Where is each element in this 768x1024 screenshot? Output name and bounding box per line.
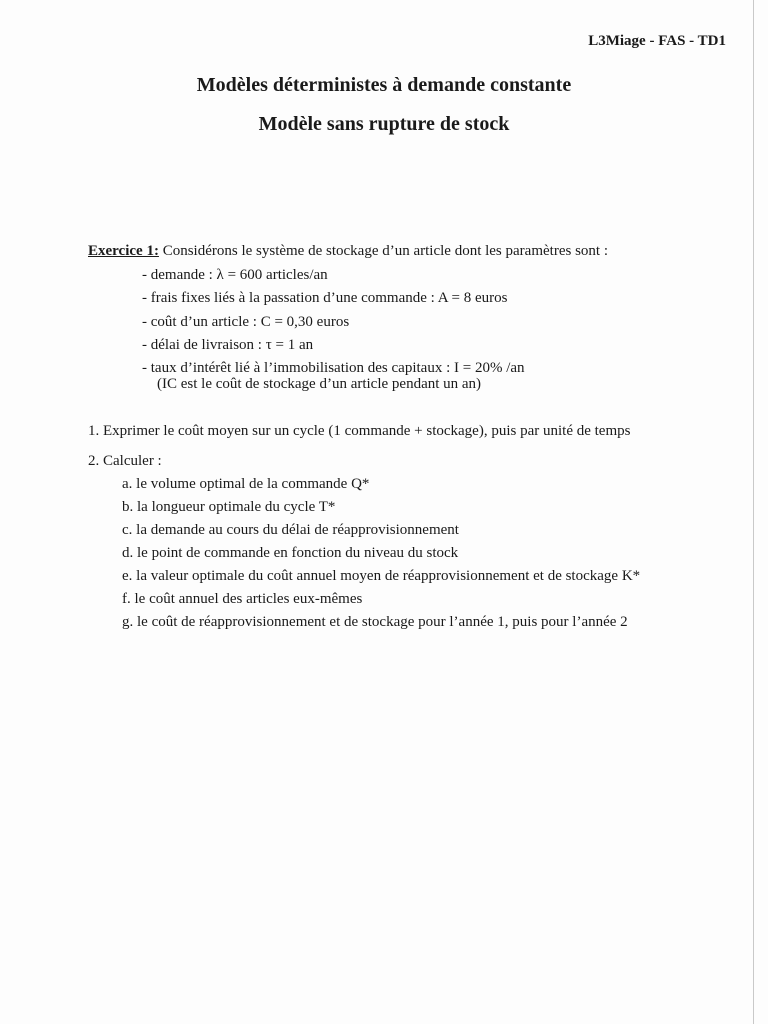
param-fixed-cost: - frais fixes liés à la passation d’une commande : A = 8 euros: [142, 290, 508, 306]
question-2b: b. la longueur optimale du cycle T*: [122, 499, 336, 515]
param-lead-time: - délai de livraison : τ = 1 an: [142, 337, 314, 353]
course-tag: L3Miage - FAS - TD1: [588, 33, 726, 49]
question-2a: a. le volume optimal de la commande Q*: [122, 476, 370, 492]
question-2e: e. la valeur optimale du coût annuel moyen de réapprovisionnement et de stockage K*: [122, 568, 641, 584]
param-article-cost: - coût d’un article : C = 0,30 euros: [142, 314, 350, 330]
question-2f: f. le coût annuel des articles eux-mêmes: [122, 591, 363, 607]
exercise-label: Exercice 1:: [88, 243, 159, 259]
scan-edge-line: [753, 0, 754, 1024]
question-1: 1. Exprimer le coût moyen sur un cycle (1 commande + stockage), puis par unité de temps: [88, 423, 631, 439]
subtitle: Modèle sans rupture de stock: [258, 113, 510, 135]
exercise-intro: Considérons le système de stockage d’un article dont les paramètres sont :: [158, 243, 608, 259]
exercise-intro-line: [88, 243, 608, 260]
param-interest-rate: - taux d’intérêt lié à l’immobilisation des capitaux : I = 20% /an: [142, 360, 525, 376]
param-note: (IC est le coût de stockage d’un article pendant un an): [157, 376, 482, 392]
main-title: Modèles déterministes à demande constante: [196, 74, 572, 96]
question-2c: c. la demande au cours du délai de réapprovisionnement: [122, 522, 459, 538]
param-demand: - demande : λ = 600 articles/an: [142, 267, 328, 283]
question-2g: g. le coût de réapprovisionnement et de stockage pour l’année 1, puis pour l’année 2: [122, 614, 628, 630]
question-2: 2. Calculer :: [88, 453, 162, 469]
question-2d: d. le point de commande en fonction du niveau du stock: [122, 545, 459, 561]
